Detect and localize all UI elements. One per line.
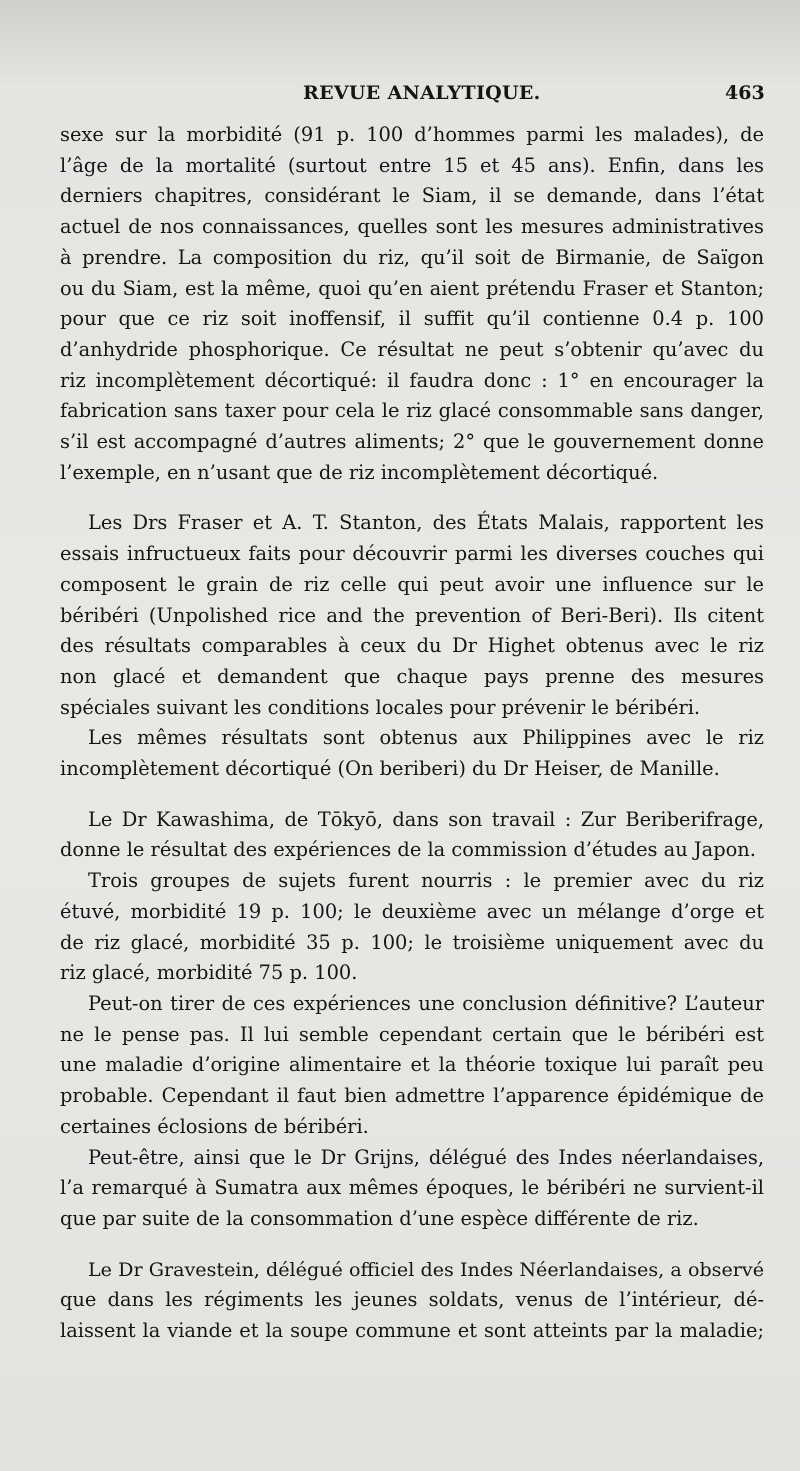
text-line: donne le résultat des expériences de la commission d’études au Japon.: [60, 838, 756, 862]
text-line: à prendre. La composition du riz, qu’il soit de Birmanie, de Saïgon: [60, 245, 764, 269]
text-line: d’anhydride phosphorique. Ce résultat ne peut s’obtenir qu’avec du: [60, 337, 764, 361]
paragraph-6: [60, 989, 764, 1143]
text-line: s’il est accompagné d’autres aliments; 2° que le gouvernement donne: [60, 430, 764, 454]
text-line: Peut-être, ainsi que le Dr Grijns, délégué des Indes néerlandaises,: [88, 1145, 764, 1169]
text-line: fabrication sans taxer pour cela le riz glacé consommable sans danger,: [60, 399, 764, 423]
text-line: incomplètement décortiqué (On beriberi) du Dr Heiser, de Manille.: [60, 757, 720, 781]
page-header: [0, 82, 800, 112]
text-line: l’exemple, en n’usant que de riz incomplètement décortiqué.: [60, 460, 659, 484]
text-line: certaines éclosions de béribéri.: [60, 1114, 369, 1138]
page-number: 463: [725, 82, 765, 104]
paragraph-2: [60, 508, 764, 723]
paragraph-7: [60, 1143, 764, 1235]
text-line: Le Dr Gravestein, délégué officiel des Indes Néerlandaises, a observé: [88, 1257, 764, 1281]
text-line: laissent la viande et la soupe commune et sont atteints par la maladie;: [60, 1319, 764, 1343]
text-line: Peut-on tirer de ces expériences une conclusion définitive? L’auteur: [88, 991, 764, 1015]
paragraph-5: [60, 866, 764, 989]
body-text: [60, 120, 764, 1347]
text-line: une maladie d’origine alimentaire et la théorie toxique lui paraît peu: [60, 1053, 764, 1077]
running-title: REVUE ANALYTIQUE.: [303, 82, 541, 104]
text-line: que dans les régiments les jeunes soldats, venus de l’intérieur, dé-: [60, 1288, 764, 1312]
text-line: l’âge de la mortalité (surtout entre 15 et 45 ans). Enfin, dans les: [60, 153, 764, 177]
text-line: riz incomplètement décortiqué: il faudra donc : 1° en encourager la: [60, 368, 764, 392]
text-line: que par suite de la consommation d’une espèce différente de riz.: [60, 1206, 699, 1230]
text-line: Trois groupes de sujets furent nourris : le premier avec du riz: [88, 869, 764, 893]
text-line: ne le pense pas. Il lui semble cependant certain que le béribéri est: [60, 1022, 764, 1046]
paragraph-4: [60, 805, 764, 866]
text-line: actuel de nos connaissances, quelles sont les mesures administratives: [60, 215, 764, 239]
text-line: sexe sur la morbidité (91 p. 100 d’hommes parmi les malades), de: [60, 123, 764, 146]
text-line: non glacé et demandent que chaque pays prenne des mesures: [60, 664, 764, 688]
paragraph-gap: [60, 1235, 764, 1255]
text-line: pour que ce riz soit inoffensif, il suffit qu’il contienne 0.4 p. 100: [60, 307, 764, 331]
text-line: béribéri (Unpolished rice and the prevention of Beri-Beri). Ils citent: [60, 603, 764, 627]
text-line: des résultats comparables à ceux du Dr Highet obtenus avec le riz: [60, 634, 764, 658]
text-line: ou du Siam, est la même, quoi qu’en aient prétendu Fraser et Stanton;: [60, 276, 764, 300]
paragraph-gap: [60, 488, 764, 508]
text-line: composent le grain de riz celle qui peut avoir une influence sur le: [60, 572, 764, 596]
paragraph-gap: [60, 785, 764, 805]
text-line: Le Dr Kawashima, de Tōkyō, dans son travail : Zur Beriberifrage,: [88, 807, 764, 831]
text-line: Les mêmes résultats sont obtenus aux Philippines avec le riz: [88, 726, 764, 750]
text-line: de riz glacé, morbidité 35 p. 100; le troisième uniquement avec du: [60, 930, 764, 954]
text-line: essais infructueux faits pour découvrir parmi les diverses couches qui: [60, 542, 764, 566]
text-line: étuvé, morbidité 19 p. 100; le deuxième avec un mélange d’orge et: [60, 899, 764, 923]
text-line: spéciales suivant les conditions locales pour prévenir le béribéri.: [60, 695, 701, 719]
text-line: probable. Cependant il faut bien admettre l’apparence épidémique de: [60, 1084, 764, 1108]
text-line: riz glacé, morbidité 75 p. 100.: [60, 961, 358, 985]
text-line: derniers chapitres, considérant le Siam, il se demande, dans l’état: [60, 184, 764, 208]
text-line: Les Drs Fraser et A. T. Stanton, des États Malais, rapportent les: [88, 511, 764, 535]
text-line: l’a remarqué à Sumatra aux mêmes époques, le béribéri ne survient-il: [60, 1176, 764, 1200]
paragraph-1: [60, 120, 764, 488]
paragraph-8: [60, 1255, 764, 1347]
paragraph-3: [60, 723, 764, 784]
